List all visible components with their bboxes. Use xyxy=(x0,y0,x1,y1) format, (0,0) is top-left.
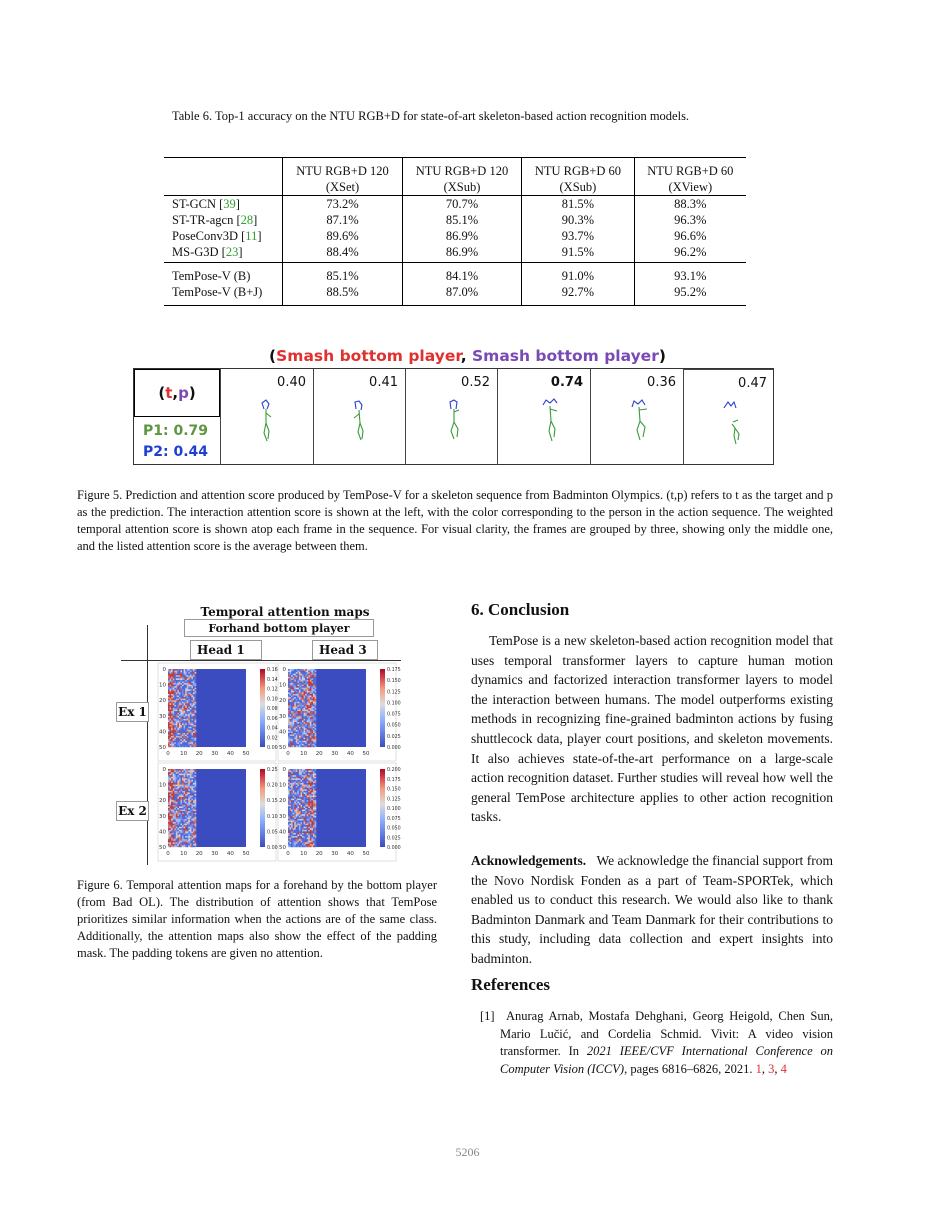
citation-link[interactable]: 23 xyxy=(225,245,239,259)
model-name: ST-TR-agcn xyxy=(172,213,234,227)
colorbar-tick-label: 0.16 xyxy=(267,668,278,673)
x-tick-label: 50 xyxy=(362,751,370,757)
y-tick-label: 50 xyxy=(159,745,166,751)
x-tick-label: 30 xyxy=(211,751,219,757)
col-header: NTU RGB+D 60 xyxy=(522,158,634,180)
sequence-frame xyxy=(683,369,774,465)
model-name: ST-GCN xyxy=(172,197,216,211)
y-tick-label: 30 xyxy=(279,813,286,820)
colorbar-tick-label: 0.08 xyxy=(267,707,278,712)
x-tick-label: 30 xyxy=(331,851,339,857)
colorbar-tick-label: 0.175 xyxy=(387,668,401,673)
x-tick-label: 50 xyxy=(242,851,250,857)
reference-item: [1] Anurag Arnab, Mostafa Dehghani, Georg Heigold, Chen Sun, Mario Lučić, and Cordelia Schmid. Vivit: A video vision transformer. In 2021 IEEE/CVF International Conference on Computer Vision (ICCV), pages 6816–6826, 2021. 1, 3, 4 xyxy=(480,1009,834,1076)
colorbar-tick-label: 0.06 xyxy=(267,716,278,722)
table-cell: 86.9% xyxy=(402,244,521,263)
sequence-frame xyxy=(313,369,405,465)
col-header: NTU RGB+D 60 xyxy=(634,158,746,180)
y-tick-label: 50 xyxy=(279,745,286,751)
y-tick-label: 40 xyxy=(159,829,166,836)
col-header: NTU RGB+D 120 xyxy=(402,158,521,180)
table-cell: 91.0% xyxy=(522,263,634,285)
prediction-label: Smash bottom player xyxy=(472,347,659,365)
table-cell: 81.5% xyxy=(522,196,634,213)
table-cell: 84.1% xyxy=(402,263,521,285)
table-cell: 96.2% xyxy=(634,244,746,263)
x-tick-label: 20 xyxy=(195,751,203,757)
head3-label: Head 3 xyxy=(312,640,378,660)
ex2-label: Ex 2 xyxy=(116,801,149,821)
y-tick-label: 20 xyxy=(159,698,166,705)
skeleton-figure xyxy=(446,399,466,443)
target-prediction-box: (t,p) xyxy=(134,369,220,417)
skeleton-figure xyxy=(350,399,370,443)
attention-map-ex1-head1 xyxy=(158,663,276,766)
page-number: 5206 xyxy=(455,1145,480,1159)
figure5-caption: Figure 5. Prediction and attention score produced by TemPose-V for a skeleton sequence from Badminton Olympics. (t,p) refers to t as the target and p as the prediction. The interaction attention score is shown at the left, with the color corresponding to the person in the action sequence. The weighted temporal attention score is shown atop each frame in the sequence. For visual clarity, the frames are grouped by three, showing only the middle one, and the listed attention score is the average between them. xyxy=(77,488,833,553)
table-cell: 88.3% xyxy=(634,196,746,213)
table-cell: 85.1% xyxy=(283,263,402,285)
colorbar-tick-label: 0.10 xyxy=(267,814,278,820)
ack-heading: Acknowledgements. xyxy=(471,853,587,868)
x-tick-label: 0 xyxy=(166,751,170,757)
attention-map-ex2-head1 xyxy=(158,763,276,866)
model-name: MS-G3D xyxy=(172,245,219,259)
colorbar-tick-label: 0.175 xyxy=(387,777,401,783)
acknowledgements-paragraph: Acknowledgements. We acknowledge the financial support from the Novo Nordisk Fonden as a part of Team-SPORTek, which enabled us to conduct this research. We would also like to thank Badminton Danmark and Team Danmark for their contributions to this study, including data collection and expert insights into badminton. xyxy=(471,853,833,966)
colorbar-tick-label: 0.075 xyxy=(387,816,401,822)
colorbar-tick-label: 0.150 xyxy=(387,679,401,685)
table-cell: 88.4% xyxy=(283,244,402,263)
x-tick-label: 10 xyxy=(300,751,308,757)
colorbar-tick-label: 0.025 xyxy=(387,734,401,740)
model-name: TemPose-V (B+J) xyxy=(172,285,263,299)
x-tick-label: 40 xyxy=(226,751,234,757)
table-cell: 87.0% xyxy=(402,284,521,306)
y-tick-label: 0 xyxy=(162,767,166,773)
table-caption: Table 6. Top-1 accuracy on the NTU RGB+D for state-of-art skeleton-based action recognition models. xyxy=(172,109,690,123)
y-tick-label: 10 xyxy=(279,782,286,789)
backref-link[interactable]: 3 xyxy=(768,1061,775,1076)
skeleton-figure xyxy=(257,399,277,443)
colorbar-tick-label: 0.00 xyxy=(267,846,278,851)
citation-link[interactable]: 28 xyxy=(240,213,254,227)
x-tick-label: 50 xyxy=(362,851,370,857)
x-tick-label: 30 xyxy=(331,751,339,757)
y-tick-label: 10 xyxy=(159,682,166,689)
x-tick-label: 40 xyxy=(346,751,354,757)
x-tick-label: 0 xyxy=(166,851,170,857)
citation-link[interactable]: 11 xyxy=(245,229,258,243)
attention-score: 0.52 xyxy=(461,375,490,390)
figure6-caption: Figure 6. Temporal attention maps for a forehand by the bottom player (from Bad OL). The distribution of attention shows that TemPose prioritizes similar information when the actions are of the same class. Additionally, the attention maps also show the effect of the padding mask. The padding tokens are given no attention. xyxy=(77,878,437,960)
attention-score: 0.74 xyxy=(550,375,583,390)
model-name: PoseConv3D xyxy=(172,229,238,243)
skeleton-figure xyxy=(540,397,564,443)
colorbar-tick-label: 0.125 xyxy=(387,797,401,803)
table-cell: 85.1% xyxy=(402,212,521,228)
colorbar-tick-label: 0.050 xyxy=(387,826,401,832)
table-row xyxy=(164,263,746,285)
colorbar-tick-label: 0.000 xyxy=(387,746,401,751)
table-cell: 92.7% xyxy=(522,284,634,306)
table-row: ST-TR-agcn [28] 87.1% 85.1% 90.3% 96.3% xyxy=(164,212,746,228)
attention-score: 0.36 xyxy=(647,375,676,390)
figure5-title: (Smash bottom player, Smash bottom player) xyxy=(269,347,666,365)
y-tick-label: 0 xyxy=(282,767,286,773)
heatmap-svg xyxy=(158,663,276,761)
y-tick-label: 50 xyxy=(279,845,286,851)
colorbar-tick-label: 0.075 xyxy=(387,712,401,718)
skeleton-figure xyxy=(629,397,655,443)
x-tick-label: 0 xyxy=(286,751,290,757)
colorbar-tick-label: 0.050 xyxy=(387,723,401,729)
colorbar-tick-label: 0.10 xyxy=(267,697,278,703)
ex1-label: Ex 1 xyxy=(116,702,149,722)
table-cell: 88.5% xyxy=(283,284,402,306)
attention-score: 0.41 xyxy=(369,375,398,390)
x-tick-label: 40 xyxy=(226,851,234,857)
table-cell: 96.6% xyxy=(634,228,746,244)
table-cell: 86.9% xyxy=(402,228,521,244)
y-tick-label: 40 xyxy=(279,729,286,736)
p2-interaction-score: P2: 0.44 xyxy=(143,444,209,460)
col-header: NTU RGB+D 120 xyxy=(283,158,402,180)
class-label: Forhand bottom player xyxy=(184,619,374,637)
citation-link[interactable]: 39 xyxy=(223,197,236,211)
y-tick-label: 20 xyxy=(279,798,286,805)
table-cell: 96.3% xyxy=(634,212,746,228)
attention-score: 0.47 xyxy=(738,376,767,391)
table-cell: 93.7% xyxy=(522,228,634,244)
colorbar-tick-label: 0.125 xyxy=(387,690,401,696)
skeleton-figure xyxy=(722,400,746,446)
x-tick-label: 30 xyxy=(211,851,219,857)
table-row xyxy=(164,284,746,306)
y-tick-label: 50 xyxy=(159,845,166,851)
section-heading: 6. Conclusion xyxy=(471,600,570,619)
x-tick-label: 20 xyxy=(315,851,323,857)
colorbar-tick-label: 0.025 xyxy=(387,836,401,842)
y-tick-label: 30 xyxy=(279,713,286,720)
heatmap-svg xyxy=(158,763,276,861)
colorbar-tick-label: 0.200 xyxy=(387,768,401,773)
colorbar-tick-label: 0.02 xyxy=(267,736,278,742)
colorbar-tick-label: 0.04 xyxy=(267,726,278,732)
colorbar-tick-label: 0.25 xyxy=(267,768,278,773)
table-cell: 93.1% xyxy=(634,263,746,285)
references-heading: References xyxy=(471,975,550,994)
axis-line xyxy=(147,625,148,865)
y-tick-label: 20 xyxy=(159,798,166,805)
x-tick-label: 40 xyxy=(346,851,354,857)
y-tick-label: 40 xyxy=(279,829,286,836)
y-tick-label: 30 xyxy=(159,813,166,820)
table-cell: 87.1% xyxy=(283,212,402,228)
y-tick-label: 40 xyxy=(159,729,166,736)
x-tick-label: 20 xyxy=(315,751,323,757)
col-subheader: (XSub) xyxy=(522,179,634,196)
x-tick-label: 10 xyxy=(300,851,308,857)
backref-link[interactable]: 1 xyxy=(755,1061,762,1076)
x-tick-label: 10 xyxy=(180,851,188,857)
colorbar-tick-label: 0.12 xyxy=(267,687,278,693)
table-cell: 73.2% xyxy=(283,196,402,213)
head1-label: Head 1 xyxy=(190,640,262,660)
attention-score: 0.40 xyxy=(277,375,306,390)
conclusion-paragraph: TemPose is a new skeleton-based action recognition model that uses temporal transformer layers to capture human motion dynamics and factorized interaction transformer layers to model the interaction between humans. The model outperforms existing methods in recognizing fine-grained badminton actions by fusing shuttlecock data, player court positions, and skeleton movements. It also achieves state-of-the-art performance on a large-scale action recognition dataset. Further studies will reveal how well the general TemPose architecture applies to other action recognition tasks. xyxy=(471,633,833,825)
y-tick-label: 10 xyxy=(279,682,286,689)
x-tick-label: 10 xyxy=(180,751,188,757)
y-tick-label: 20 xyxy=(279,698,286,705)
x-tick-label: 50 xyxy=(242,751,250,757)
col-subheader: (XSub) xyxy=(402,179,521,196)
colorbar-tick-label: 0.15 xyxy=(267,799,278,805)
x-tick-label: 20 xyxy=(195,851,203,857)
sequence-frame xyxy=(590,369,683,465)
table-cell: 70.7% xyxy=(402,196,521,213)
ref-venue: 2021 IEEE/CVF International Conference on Computer Vision (ICCV) xyxy=(500,1044,833,1076)
table-cell: 95.2% xyxy=(634,284,746,306)
p1-interaction-score: P1: 0.79 xyxy=(143,423,209,439)
attention-map-ex1-head3 xyxy=(278,663,401,766)
col-subheader: (XView) xyxy=(634,179,746,196)
figure6-title: Temporal attention maps xyxy=(200,605,370,619)
table-cell: 89.6% xyxy=(283,228,402,244)
y-tick-label: 0 xyxy=(282,667,286,673)
backref-link[interactable]: 4 xyxy=(780,1061,787,1076)
colorbar-tick-label: 0.100 xyxy=(387,807,401,812)
colorbar-tick-label: 0.000 xyxy=(387,846,401,851)
model-name: TemPose-V (B) xyxy=(164,263,283,285)
results-table xyxy=(164,157,746,306)
heatmap-svg xyxy=(278,763,401,861)
table-row: ST-GCN [39] 73.2% 70.7% 81.5% 88.3% xyxy=(164,196,746,213)
axis-line xyxy=(121,660,401,661)
colorbar-tick-label: 0.05 xyxy=(267,830,278,836)
target-label: Smash bottom player xyxy=(276,347,461,365)
sequence-frame xyxy=(405,369,497,465)
table-row: MS-G3D [23] 88.4% 86.9% 91.5% 96.2% xyxy=(164,244,746,263)
sequence-frame xyxy=(220,369,313,465)
colorbar-tick-label: 0.14 xyxy=(267,677,278,683)
sequence-frame xyxy=(497,369,590,465)
colorbar-tick-label: 0.20 xyxy=(267,783,278,789)
attention-map-ex2-head3 xyxy=(278,763,401,866)
colorbar-tick-label: 0.100 xyxy=(387,701,401,707)
y-tick-label: 30 xyxy=(159,713,166,720)
heatmap-svg xyxy=(278,663,401,761)
colorbar-tick-label: 0.150 xyxy=(387,787,401,793)
x-tick-label: 0 xyxy=(286,851,290,857)
colorbar-tick-label: 0.00 xyxy=(267,746,278,751)
table-cell: 90.3% xyxy=(522,212,634,228)
col-subheader: (XSet) xyxy=(283,179,402,196)
y-tick-label: 0 xyxy=(162,667,166,673)
y-tick-label: 10 xyxy=(159,782,166,789)
table-row: PoseConv3D [11] 89.6% 86.9% 93.7% 96.6% xyxy=(164,228,746,244)
table-cell: 91.5% xyxy=(522,244,634,263)
